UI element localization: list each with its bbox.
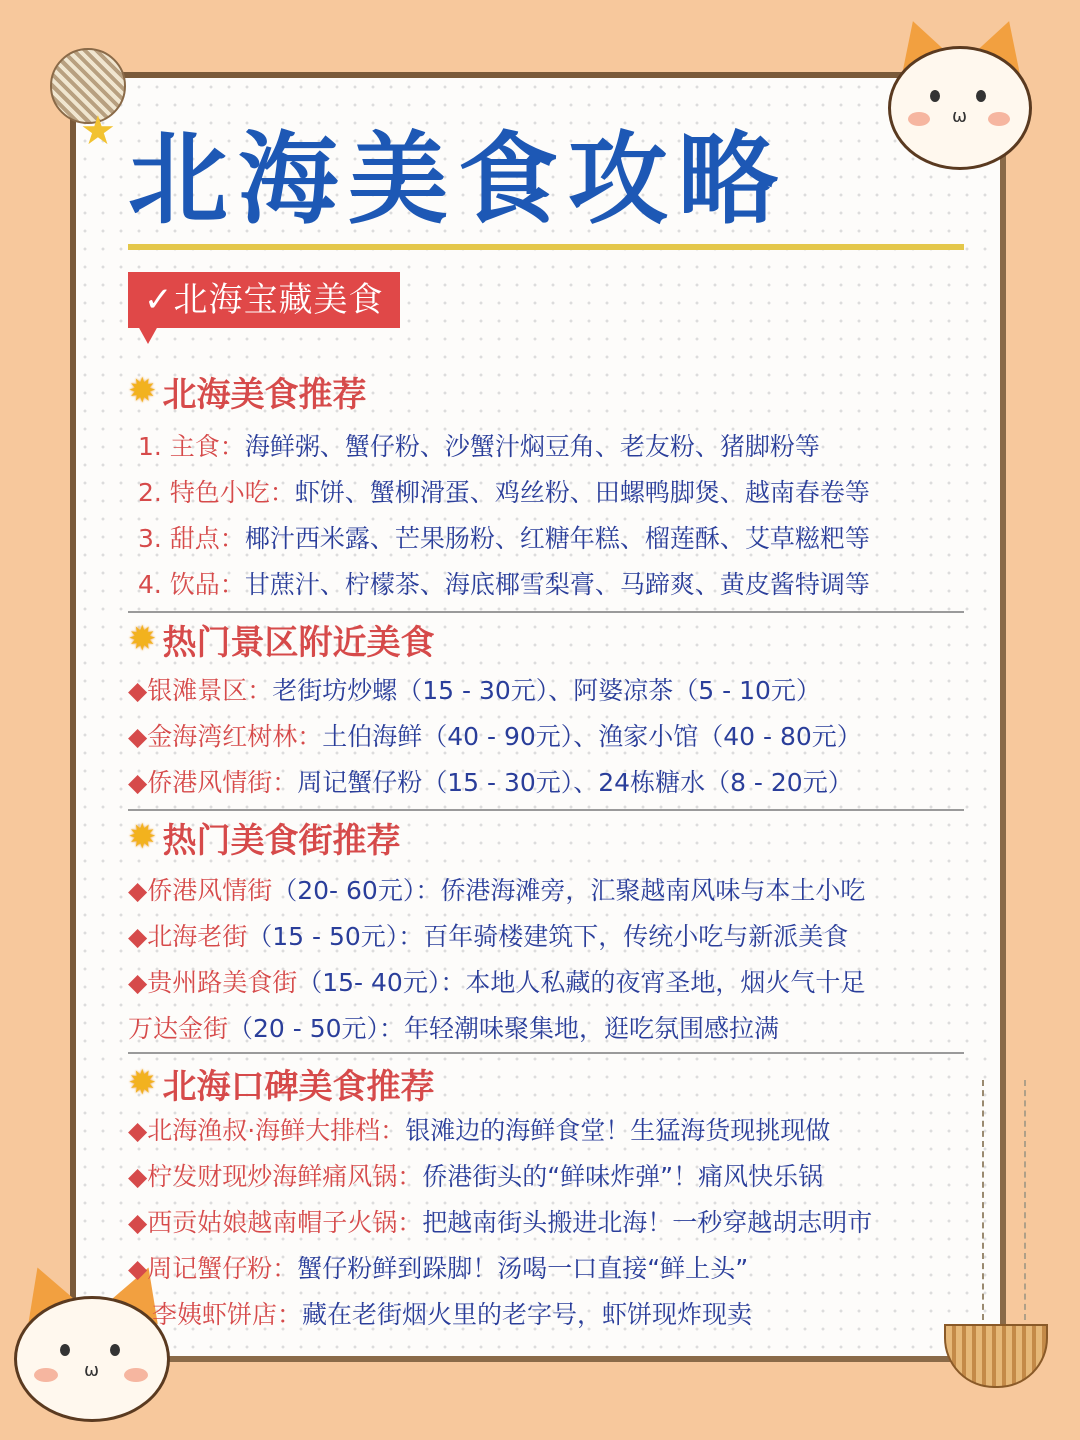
item-text: 蟹仔粉鲜到跺脚！汤喝一口直接“鲜上头” bbox=[297, 1254, 749, 1283]
list-item bbox=[128, 1246, 968, 1292]
list-item bbox=[128, 1292, 968, 1338]
item-label: ◆周记蟹仔粉： bbox=[128, 1254, 298, 1283]
list-item bbox=[128, 1200, 968, 1246]
star-decoration-icon: ★ bbox=[80, 108, 116, 154]
item-text: 虾饼、蟹柳滑蛋、鸡丝粉、田螺鸭脚煲、越南春卷等 bbox=[294, 478, 870, 507]
item-label: 李姨虾饼店： bbox=[152, 1300, 303, 1329]
section-heading-label: 北海美食推荐 bbox=[162, 374, 367, 415]
section-food-street bbox=[128, 812, 968, 1052]
list-item bbox=[128, 760, 968, 806]
item-text: 把越南街头搬进北海！一秒穿越胡志明市 bbox=[422, 1208, 873, 1237]
section-tag: ✓北海宝藏美食 bbox=[128, 272, 400, 328]
list-item bbox=[128, 424, 968, 470]
item-label: ◆金海湾红树林： bbox=[128, 722, 323, 751]
section-heading bbox=[128, 366, 968, 416]
item-text: 椰汁西米露、芒果肠粉、红糖年糕、榴莲酥、艾草糍粑等 bbox=[244, 524, 870, 553]
star-icon: ✹ bbox=[128, 371, 157, 411]
section-heading-label: 热门美食街推荐 bbox=[162, 820, 401, 861]
section-heading bbox=[128, 614, 968, 664]
item-text: 老街坊炒螺（15 - 30元）、阿婆凉茶（5 - 10元） bbox=[272, 676, 821, 705]
item-label: 万达金街 bbox=[128, 1014, 229, 1043]
section-divider bbox=[128, 611, 964, 613]
doodle-decoration bbox=[982, 1080, 1026, 1320]
list-item bbox=[128, 470, 968, 516]
list-item bbox=[128, 960, 968, 1006]
item-text: （20 - 50元）：年轻潮味聚集地，逛吃氛围感拉满 bbox=[228, 1014, 780, 1043]
cat-top-right-decoration: ω bbox=[880, 18, 1040, 168]
section-divider bbox=[128, 1052, 964, 1054]
star-icon: ✹ bbox=[128, 1063, 157, 1103]
section-heading-label: 北海口碑美食推荐 bbox=[162, 1066, 435, 1107]
cat-bottom-left-decoration: ω bbox=[8, 1260, 178, 1420]
page-title: 北海美食攻略 bbox=[128, 121, 788, 238]
section-heading bbox=[128, 812, 968, 862]
list-item bbox=[128, 562, 968, 608]
item-text: 周记蟹仔粉（15 - 30元）、24栋糖水（8 - 20元） bbox=[297, 768, 853, 797]
section-heading-label: 热门景区附近美食 bbox=[162, 622, 435, 663]
item-label: 3. 甜点： bbox=[138, 524, 245, 553]
item-label: ◆侨港风情街： bbox=[128, 768, 298, 797]
section-scenic-food bbox=[128, 614, 968, 806]
item-text: 银滩边的海鲜食堂！生猛海货现挑现做 bbox=[405, 1116, 831, 1145]
item-text: 藏在老街烟火里的老字号，虾饼现炸现卖 bbox=[302, 1300, 753, 1329]
item-label: ◆北海老街 bbox=[128, 922, 248, 951]
item-label: ◆侨港风情街 bbox=[128, 876, 273, 905]
list-item bbox=[128, 1154, 968, 1200]
item-label: ◆北海渔叔·海鲜大排档： bbox=[128, 1116, 406, 1145]
item-text: 土伯海鲜（40 - 90元）、渔家小馆（40 - 80元） bbox=[322, 722, 862, 751]
item-text: 侨港街头的“鲜味炸弹”！痛风快乐锅 bbox=[422, 1162, 824, 1191]
item-label: ◆贵州路美食街 bbox=[128, 968, 298, 997]
list-item bbox=[128, 1006, 968, 1052]
list-item bbox=[128, 714, 968, 760]
item-label: ◆西贡姑娘越南帽子火锅： bbox=[128, 1208, 423, 1237]
list-item bbox=[128, 868, 968, 914]
item-label: ◆柠发财现炒海鲜痛风锅： bbox=[128, 1162, 423, 1191]
item-label: 1. 主食： bbox=[138, 432, 245, 461]
item-text: 海鲜粥、蟹仔粉、沙蟹汁焖豆角、老友粉、猪脚粉等 bbox=[244, 432, 820, 461]
section-tag-tail bbox=[138, 326, 158, 344]
item-label: 2. 特色小吃： bbox=[138, 478, 295, 507]
item-text: 甘蔗汁、柠檬茶、海底椰雪梨膏、马蹄爽、黄皮酱特调等 bbox=[244, 570, 870, 599]
title-underline bbox=[128, 244, 964, 250]
star-icon: ✹ bbox=[128, 619, 157, 659]
section-food-recommend bbox=[128, 366, 968, 608]
section-heading bbox=[128, 1058, 968, 1108]
list-item bbox=[128, 516, 968, 562]
item-text: （15- 40元）：本地人私藏的夜宵圣地，烟火气十足 bbox=[297, 968, 866, 997]
item-text: （15 - 50元）：百年骑楼建筑下，传统小吃与新派美食 bbox=[247, 922, 849, 951]
list-item bbox=[128, 1108, 968, 1154]
section-divider bbox=[128, 809, 964, 811]
star-icon: ✹ bbox=[128, 817, 157, 857]
list-item bbox=[128, 668, 968, 714]
section-reputation-food bbox=[128, 1058, 968, 1338]
item-label: 4. 饮品： bbox=[138, 570, 245, 599]
list-item bbox=[128, 914, 968, 960]
item-text: （20- 60元）：侨港海滩旁，汇聚越南风味与本土小吃 bbox=[272, 876, 866, 905]
item-label: ◆银滩景区： bbox=[128, 676, 273, 705]
